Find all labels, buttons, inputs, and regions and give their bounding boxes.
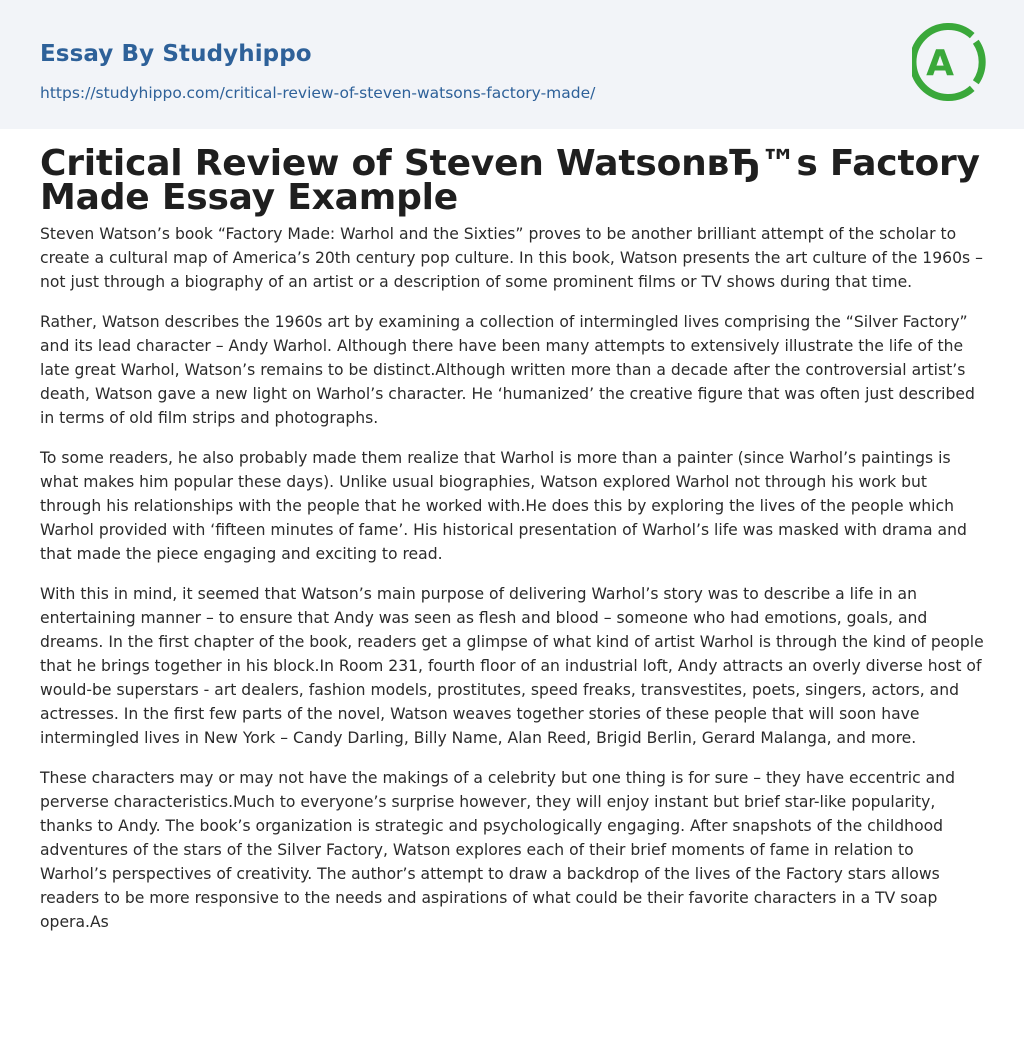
article-paragraph-1: Steven Watson’s book “Factory Made: Warhol and the Sixties” proves to be another brilliant attempt of the scholar to create a cultural map of America’s 20th century pop culture. In this book, Watson presents the art culture of the 1960s – not just through a biography of an artist or a description of some prominent films or TV shows during that time. — [40, 225, 983, 291]
logo-letter: A — [926, 43, 954, 84]
article — [0, 143, 1024, 934]
article-title: Critical Review of Steven WatsonвЂ™s Factory Made Essay Example — [40, 143, 980, 218]
logo-arc-right — [976, 42, 982, 83]
article-paragraph-5: These characters may or may not have the makings of a celebrity but one thing is for sure – they have eccentric and perverse characteristics.Much to everyone’s surprise however, they will enjoy instant but brief star-like popularity, thanks to Andy. The book’s organization is strategic and psychologically engaging. After snapshots of the childhood adventures of the stars of the Silver Factory, Watson explores each of their brief moments of fame in relation to Warhol’s perspectives of creativity. The author’s attempt to draw a backdrop of the lives of the Factory stars allows readers to be more responsive to the needs and aspirations of what could be their favorite characters in a TV soap opera.As — [40, 769, 955, 931]
article-paragraph-3: To some readers, he also probably made them realize that Warhol is more than a painter (since Warhol’s paintings is what makes him popular these days). Unlike usual biographies, Watson explored Warhol not through his work but through his relationships with the people that he worked with.He does this by exploring the lives of the people which Warhol provided with ‘fifteen minutes of fame’. His historical presentation of Warhol’s life was masked with drama and that made the piece engaging and exciting to read. — [40, 449, 967, 563]
article-paragraph-2: Rather, Watson describes the 1960s art by examining a collection of intermingled lives comprising the “Silver Factory” and its lead character – Andy Warhol. Although there have been many attempts to extensively illustrate the life of the late great Warhol, Watson’s remains to be distinct.Although written more than a decade after the controversial artist’s death, Watson gave a new light on Warhol’s character. He ‘humanized’ the creative figure that was often just described in terms of old film strips and photographs. — [40, 313, 975, 427]
article-paragraph-4: With this in mind, it seemed that Watson’s main purpose of delivering Warhol’s story was to describe a life in an entertaining manner – to ensure that Andy was seen as flesh and blood – someone who had emotions, goals, and dreams. In the first chapter of the book, readers get a glimpse of what kind of artist Warhol is through the kind of people that he brings together in his block.In Room 231, fourth floor of an industrial loft, Andy attracts an overly diverse host of would-be superstars - art dealers, fashion models, prostitutes, speed freaks, transvestites, poets, singers, actors, and actresses. In the first few parts of the novel, Watson weaves together stories of these people that will soon have intermingled lives in New York – Candy Darling, Billy Name, Alan Reed, Brigid Berlin, Gerard Malanga, and more. — [40, 585, 984, 747]
page-url-link[interactable]: https://studyhippo.com/critical-review-of-steven-watsons-factory-made/ — [40, 84, 596, 102]
site-header — [0, 0, 1024, 129]
site-brand[interactable]: Essay By Studyhippo — [40, 41, 312, 67]
studyhippo-logo-icon[interactable] — [912, 18, 988, 106]
